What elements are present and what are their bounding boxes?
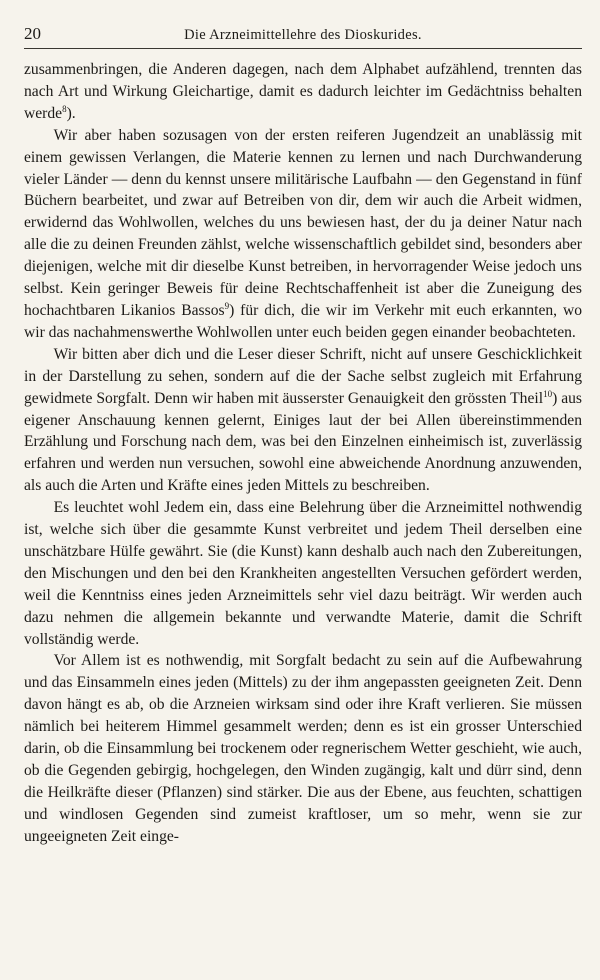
page-number: 20 (24, 24, 41, 43)
paragraph-text: ). (66, 104, 76, 122)
paragraph-text: ) aus eigener Anschauung kennen gelernt, Einiges laut der bei Allen übereinstimmenden Erzählung und Forschung nach dem, was bei den Einzelnen einheimisch ist, zuverlässig erfahren und werden nun versuchen, sowohl eine abweichende Anordnung anzuwenden, als auch die Arten und Kräfte eines jeden Mittels zu beschreiben. (24, 389, 582, 495)
paragraph-text: Vor Allem ist es nothwendig, mit Sorgfalt bedacht zu sein auf die Aufbewahrung und das Einsammeln eines jeden (Mittels) zu der ihm angepassten geeigneten Zeit. Denn davon hängt es ab, ob die Arzneien wirksam sind oder ihre Kraft verlieren. Sie müssen nämlich bei heiterem Himmel gesammelt werden; denn es ist ein grosser Unterschied darin, ob die Einsammlung bei trockenem oder regnerischem Wetter geschieht, wie auch, ob die Gegenden gebirgig, hochgelegen, den Winden zugängig, kalt und dürr sind, denn die Heilkräfte dieser (Pflanzen) sind stärker. Die aus der Ebene, aus feuchten, schattigen und windlosen Gegenden sind zumeist kraftloser, um so mehr, wenn sie zur ungeeigneten Zeit einge- (24, 652, 582, 845)
paragraph-text: Wir bitten aber dich und die Leser dieser Schrift, nicht auf unsere Geschicklichkeit in der Darstellung zu sehen, sondern auf die der Sache selbst zugleich mit Erfahrung gewidmete Sorgfalt. Denn wir haben mit äusserster Genauigkeit den grössten Theil (24, 345, 582, 407)
paragraph (24, 125, 582, 344)
paragraph (24, 344, 582, 497)
footnote-ref: 10 (543, 388, 553, 399)
paragraph (24, 497, 582, 650)
footnote-ref: 8 (62, 103, 67, 114)
paragraph-text: ) für dich, die wir im Verkehr mit euch erkannten, wo wir das nachahmenswerthe Wohlwollen unter euch beiden gegen einander beobachteten. (24, 301, 583, 341)
body-text (24, 59, 582, 848)
running-title: Die Arzneimittellehre des Dioskurides. (184, 27, 422, 43)
paragraph-text: Es leuchtet wohl Jedem ein, dass eine Belehrung über die Arzneimittel nothwendig ist, welche sich über die gesammte Kunst verbreitet und jedem Theil derselben eine unschätzbare Hülfe gewährt. Sie (die Kunst) kann deshalb auch nach den Zubereitungen, den Mischungen und den bei den Krankheiten angestellten Versuchen gefördert werden, weil die Kenntniss eines jeden Arzneimittels sehr viel dazu beiträgt. Wir werden auch dazu nehmen die allgemein bekannte und verwandte Materie, damit die Schrift vollständig werde. (24, 499, 582, 648)
footnote-ref: 9 (224, 300, 230, 311)
paragraph-text: zusammenbringen, die Anderen dagegen, nach dem Alphabet aufzählend, trennten das nach Art und Wirkung Gleichartige, damit es dadurch leichter im Gedächtniss behalten werde (24, 61, 582, 122)
paragraph (24, 59, 582, 125)
paragraph-text: Wir aber haben sozusagen von der ersten reiferen Jugendzeit an unablässig mit einem gewissen Verlangen, die Materie kennen zu lernen und nach Durchwanderung vieler Länder — denn du kennst unsere militärische Laufbahn — den Gegenstand in fünf Büchern bearbeitet, und zwar auf Betreiben von dir, dem wir auch die Arbeit widmen, erwidernd das Wohlwollen, welches du uns bewiesen hast, der du ja deiner Natur nach alle die zu deinen Freunden zählst, welche wissenschaftlich gebildet sind, besonders aber diejenigen, welche mit dir dieselbe Kunst betreiben, in hervorragender Weise jedoch uns selbst. Kein geringer Beweis für deine Rechtschaffenheit ist aber die Zuneigung des hochachtbaren Likanios Bassos (24, 126, 582, 319)
running-header (24, 24, 582, 49)
paragraph (24, 650, 582, 847)
